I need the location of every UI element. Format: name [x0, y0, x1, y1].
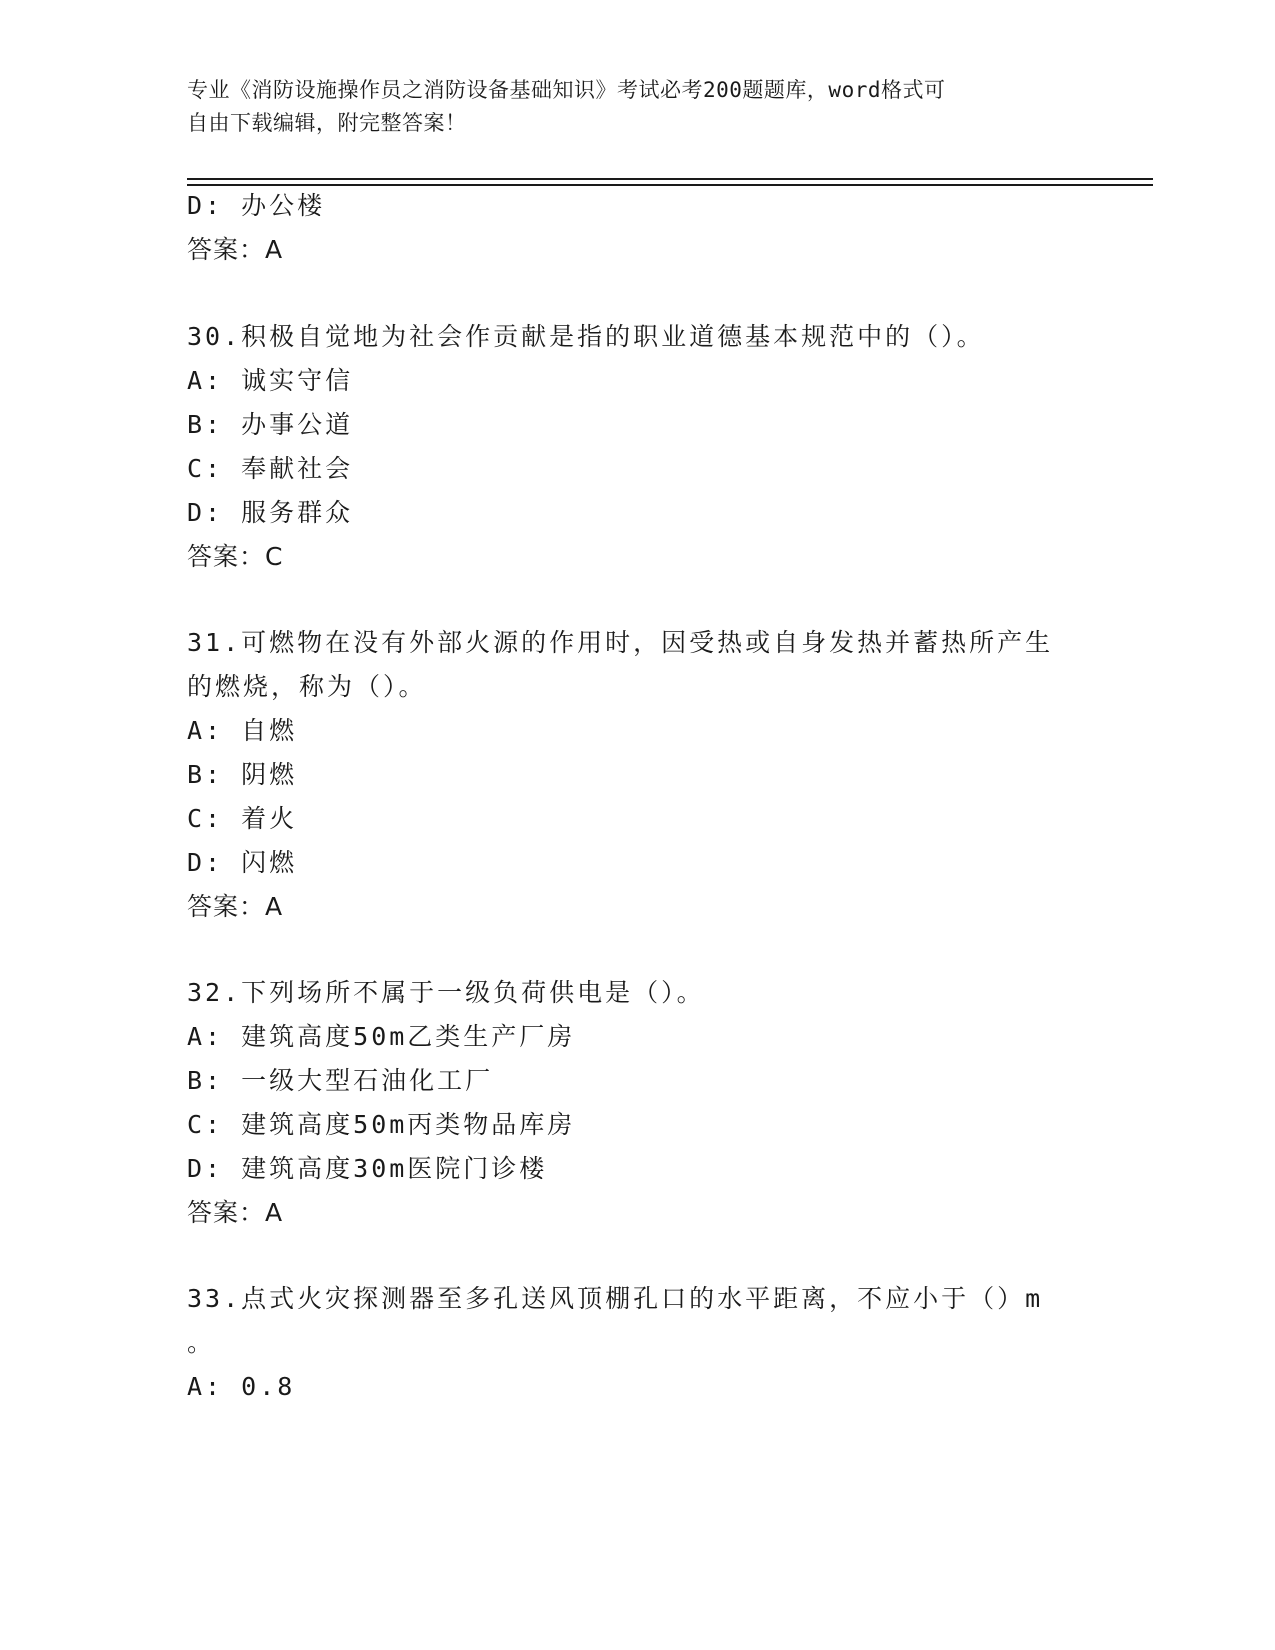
- question-32-option-a: A: 建筑高度50m乙类生产厂房: [187, 1022, 576, 1051]
- header-divider-top: [187, 178, 1153, 180]
- question-31-stem-line-1: 31.可燃物在没有外部火源的作用时，因受热或自身发热并蓄热所产生: [187, 628, 1054, 657]
- question-32-option-b: B: 一级大型石油化工厂: [187, 1066, 494, 1095]
- question-31-answer: 答案：A: [187, 892, 284, 921]
- header-title-line-1: 专业《消防设施操作员之消防设备基础知识》考试必考200题题库，word格式可: [187, 78, 946, 102]
- question-31-option-c: C: 着火: [187, 804, 298, 833]
- question-33-option-a: A: 0.8: [187, 1372, 296, 1401]
- question-30-option-d: D: 服务群众: [187, 498, 354, 527]
- prev-question-option-d: D: 办公楼: [187, 191, 326, 220]
- header-title-line-2: 自由下载编辑，附完整答案！: [187, 111, 467, 135]
- question-31-option-b: B: 阴燃: [187, 760, 298, 789]
- document-header: [187, 74, 1087, 140]
- question-32-answer: 答案：A: [187, 1198, 284, 1227]
- question-31-option-a: A: 自燃: [187, 716, 298, 745]
- question-30-stem: 30.积极自觉地为社会作贡献是指的职业道德基本规范中的（）。: [187, 322, 985, 351]
- question-32-option-c: C: 建筑高度50m丙类物品库房: [187, 1110, 576, 1139]
- question-30-option-c: C: 奉献社会: [187, 454, 354, 483]
- question-31-option-d: D: 闪燃: [187, 848, 298, 877]
- question-30-option-a: A: 诚实守信: [187, 366, 354, 395]
- question-32-option-d: D: 建筑高度30m医院门诊楼: [187, 1154, 548, 1183]
- question-31-stem-line-2: 的燃烧，称为（）。: [187, 672, 427, 701]
- question-33-stem-line-2: 。: [187, 1328, 216, 1357]
- question-30-answer: 答案：C: [187, 542, 284, 571]
- question-32-stem: 32.下列场所不属于一级负荷供电是（）。: [187, 978, 705, 1007]
- question-33-stem-line-1: 33.点式火灾探测器至多孔送风顶棚孔口的水平距离，不应小于（）m: [187, 1284, 1044, 1313]
- question-30-option-b: B: 办事公道: [187, 410, 354, 439]
- header-divider-bottom: [187, 184, 1153, 186]
- prev-question-answer: 答案：A: [187, 235, 284, 264]
